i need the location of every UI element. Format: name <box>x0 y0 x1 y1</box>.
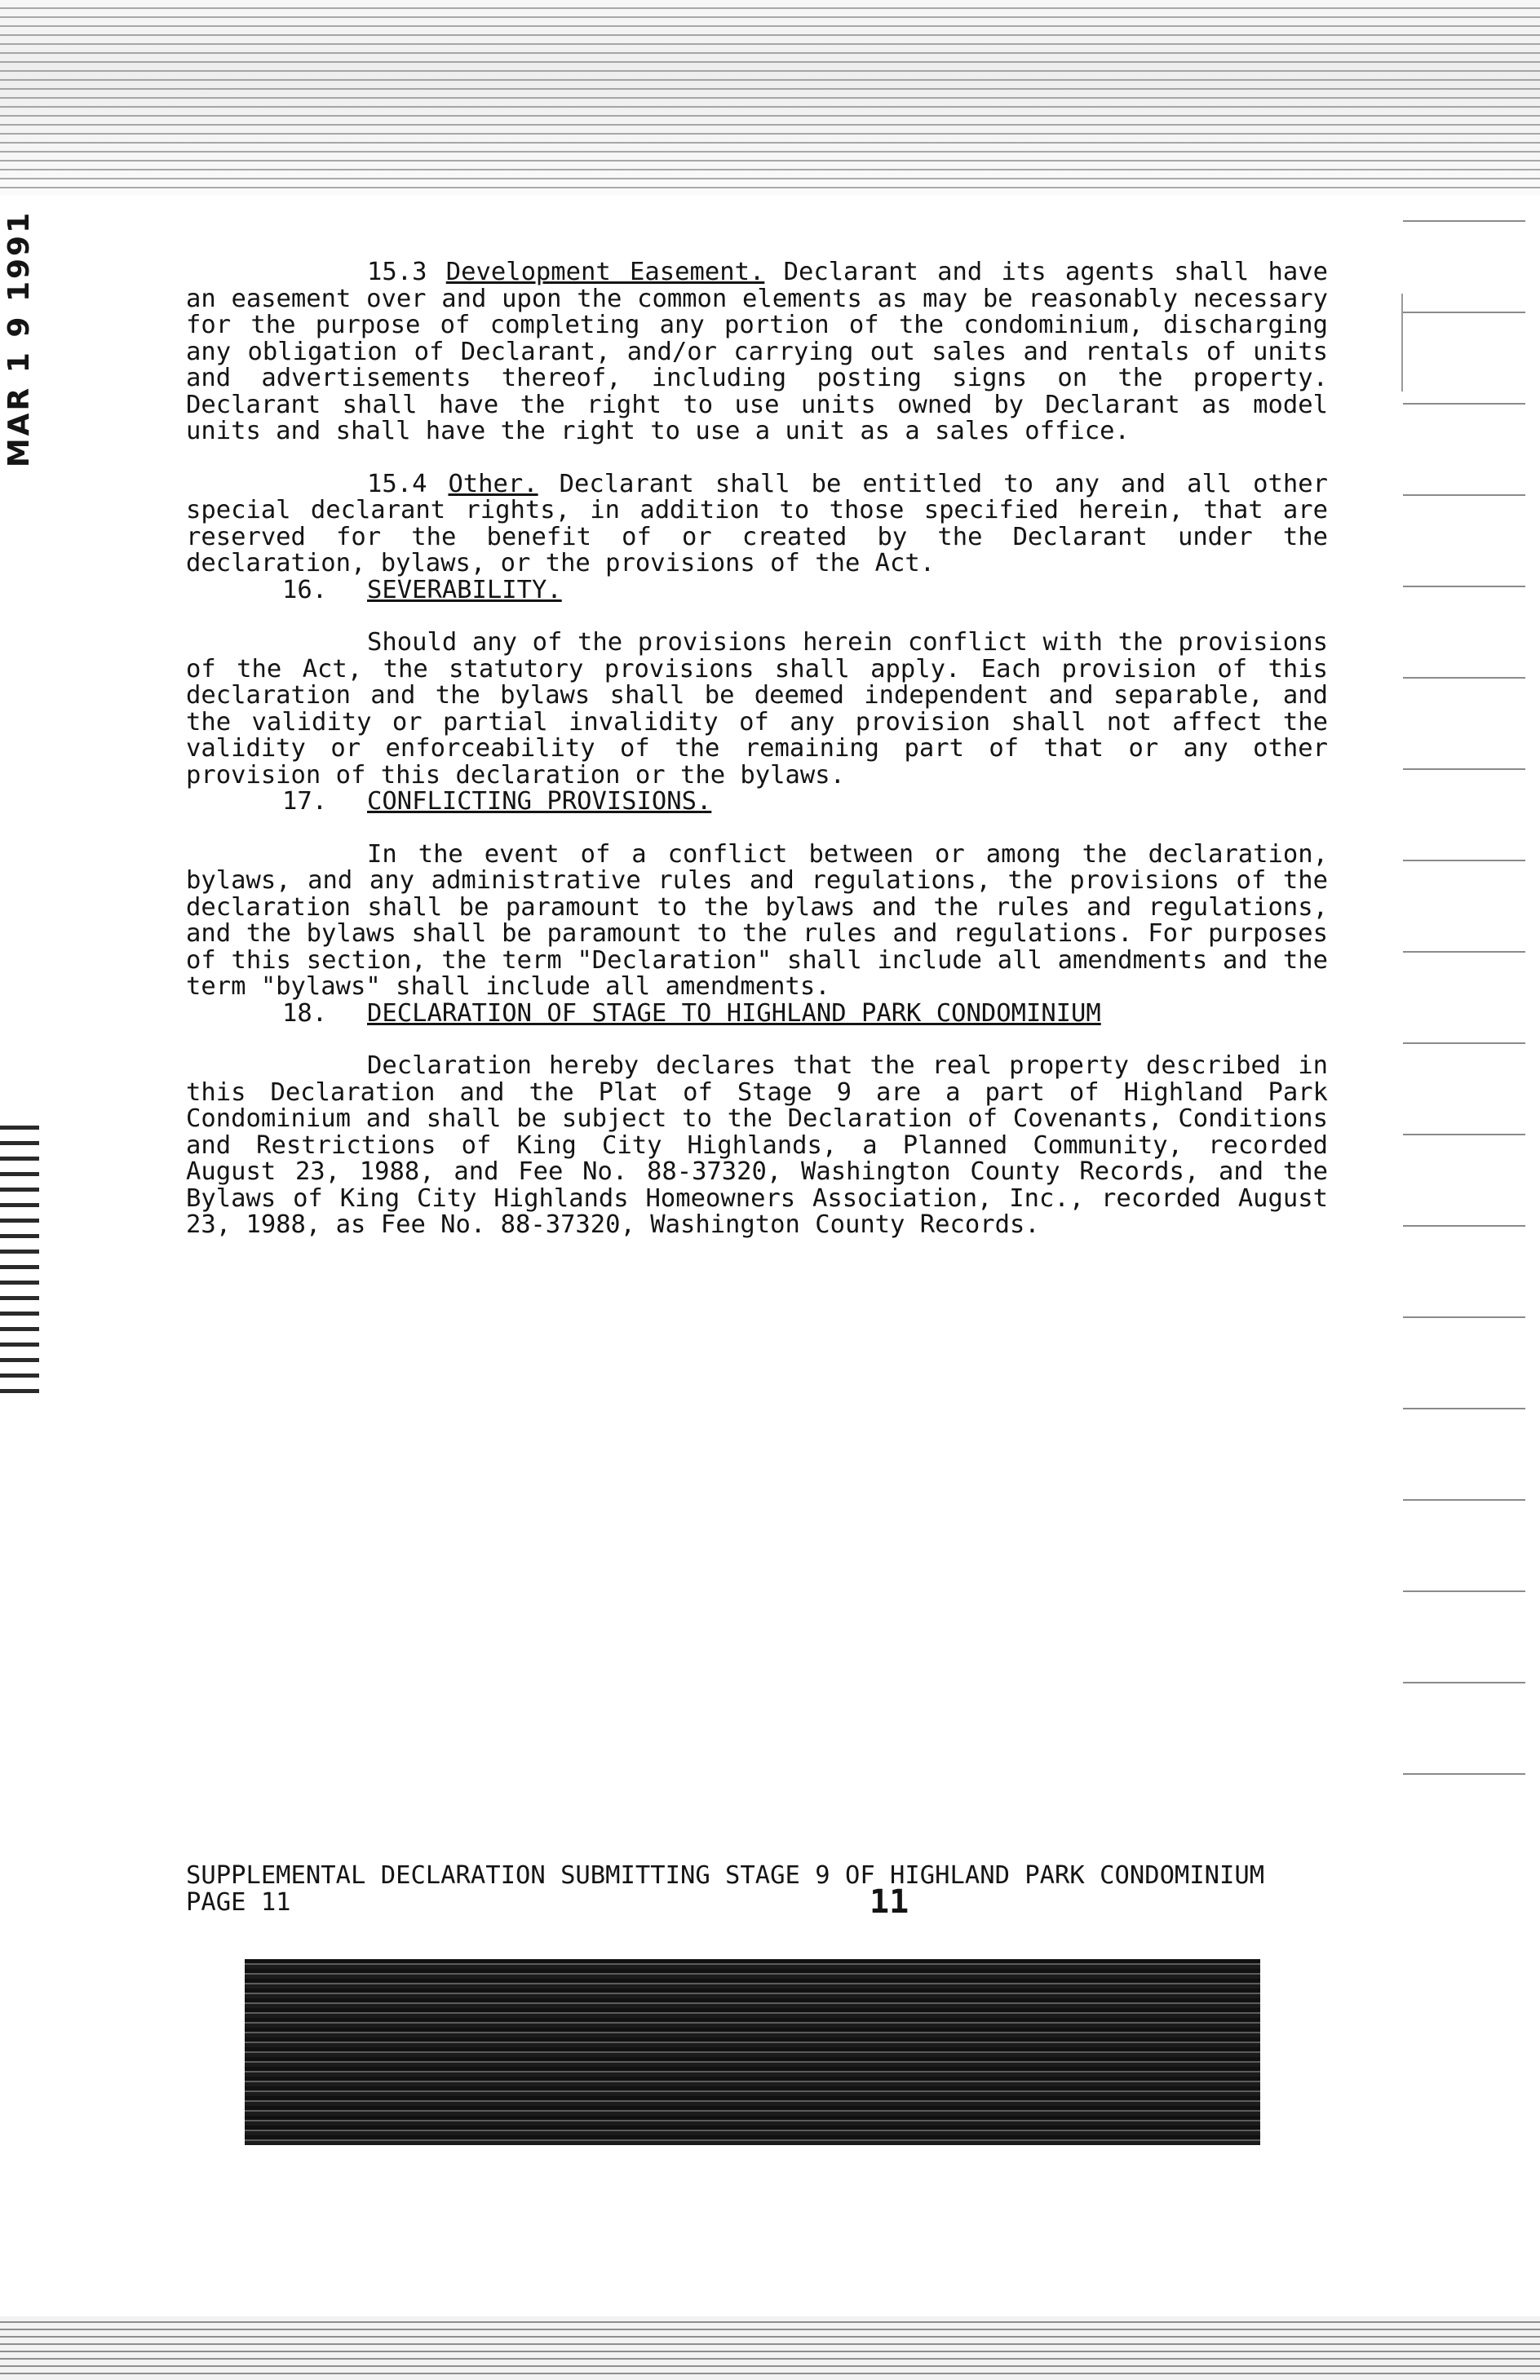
article-title: CONFLICTING PROVISIONS. <box>367 787 712 816</box>
handwritten-page-mark: 11 <box>870 1883 909 1921</box>
filing-date-stamp: MAR 1 9 1991 <box>2 210 37 467</box>
article-title: SEVERABILITY. <box>367 575 562 604</box>
footer-title: SUPPLEMENTAL DECLARATION SUBMITTING STAGE 9 OF HIGHLAND PARK CONDOMINIUM <box>186 1861 1265 1890</box>
section-15-4 <box>186 471 1328 577</box>
article-number: 16. <box>282 575 328 604</box>
document-body <box>186 259 1328 1239</box>
article-title: DECLARATION OF STAGE TO HIGHLAND PARK CONDOMINIUM <box>367 998 1101 1028</box>
scan-noise-top <box>0 0 1540 196</box>
scan-edge-marks <box>0 1126 39 1419</box>
page-footer <box>186 1861 1328 1921</box>
scan-dark-block <box>245 1959 1260 2145</box>
article-number: 18. <box>282 998 328 1028</box>
section-title: Other. <box>448 469 538 498</box>
article-17-heading <box>186 789 1328 816</box>
section-number: 15.3 <box>367 258 427 286</box>
article-16-body: Should any of the provisions herein conflict with the provisions of the Act, the statutory provisions shall apply. Each provision of this declaration and the bylaws shall be deemed independent and separable, and the validity or partial invalidity of any provision shall not affect the validity or enforceability of the remaining part of that or any other provision of this declaration or the bylaws. <box>186 628 1328 790</box>
page-number: PAGE 11 <box>186 1887 291 1917</box>
section-title: Development Easement. <box>445 258 765 286</box>
article-16-heading <box>186 577 1328 604</box>
article-18-heading <box>186 998 1328 1028</box>
section-number: 15.4 <box>367 469 427 498</box>
section-15-3 <box>186 259 1328 445</box>
article-number: 17. <box>282 787 328 816</box>
section-body: Declarant and its agents shall have an easement over and upon the common elements as may be reasonably necessary for the purpose of completing any portion of the condominium, discharging any obligation of Declarant, and/or carrying out sales and rentals of units and advertisements thereof, including posting signs on the property. Declarant shall have the right to use units owned by Declarant as model units and shall have the right to use a unit as a sales office. <box>186 258 1328 445</box>
article-17-body: In the event of a conflict between or among the declaration, bylaws, and any administrative rules and regulations, the provisions of the declaration shall be paramount to the bylaws and the rules and regulations, and the bylaws shall be paramount to the rules and regulations. For purposes of this section, the term "Declaration" shall include all amendments and the term "bylaws" shall include all amendments. <box>186 839 1328 1001</box>
margin-lines <box>1403 220 1525 1865</box>
section-body: Declarant shall be entitled to any and all other special declarant rights, in addition to those specified herein, that are reserved for the benefit of or created by the Declarant under the declaration, bylaws, or the provisions of the Act. <box>186 469 1328 577</box>
scan-noise-bottom <box>0 2316 1540 2380</box>
article-18-body: Declaration hereby declares that the real property described in this Declaration and the Plat of Stage 9 are a part of Highland Park Condominium and shall be subject to the Declaration of Covenants, Conditions and Restrictions of King City Highlands, a Planned Community, recorded August 23, 1988, and Fee No. 88-37320, Washington County Records, and the Bylaws of King City Highlands Homeowners Association, Inc., recorded August 23, 1988, as Fee No. 88-37320, Washington County Records. <box>186 1051 1328 1239</box>
